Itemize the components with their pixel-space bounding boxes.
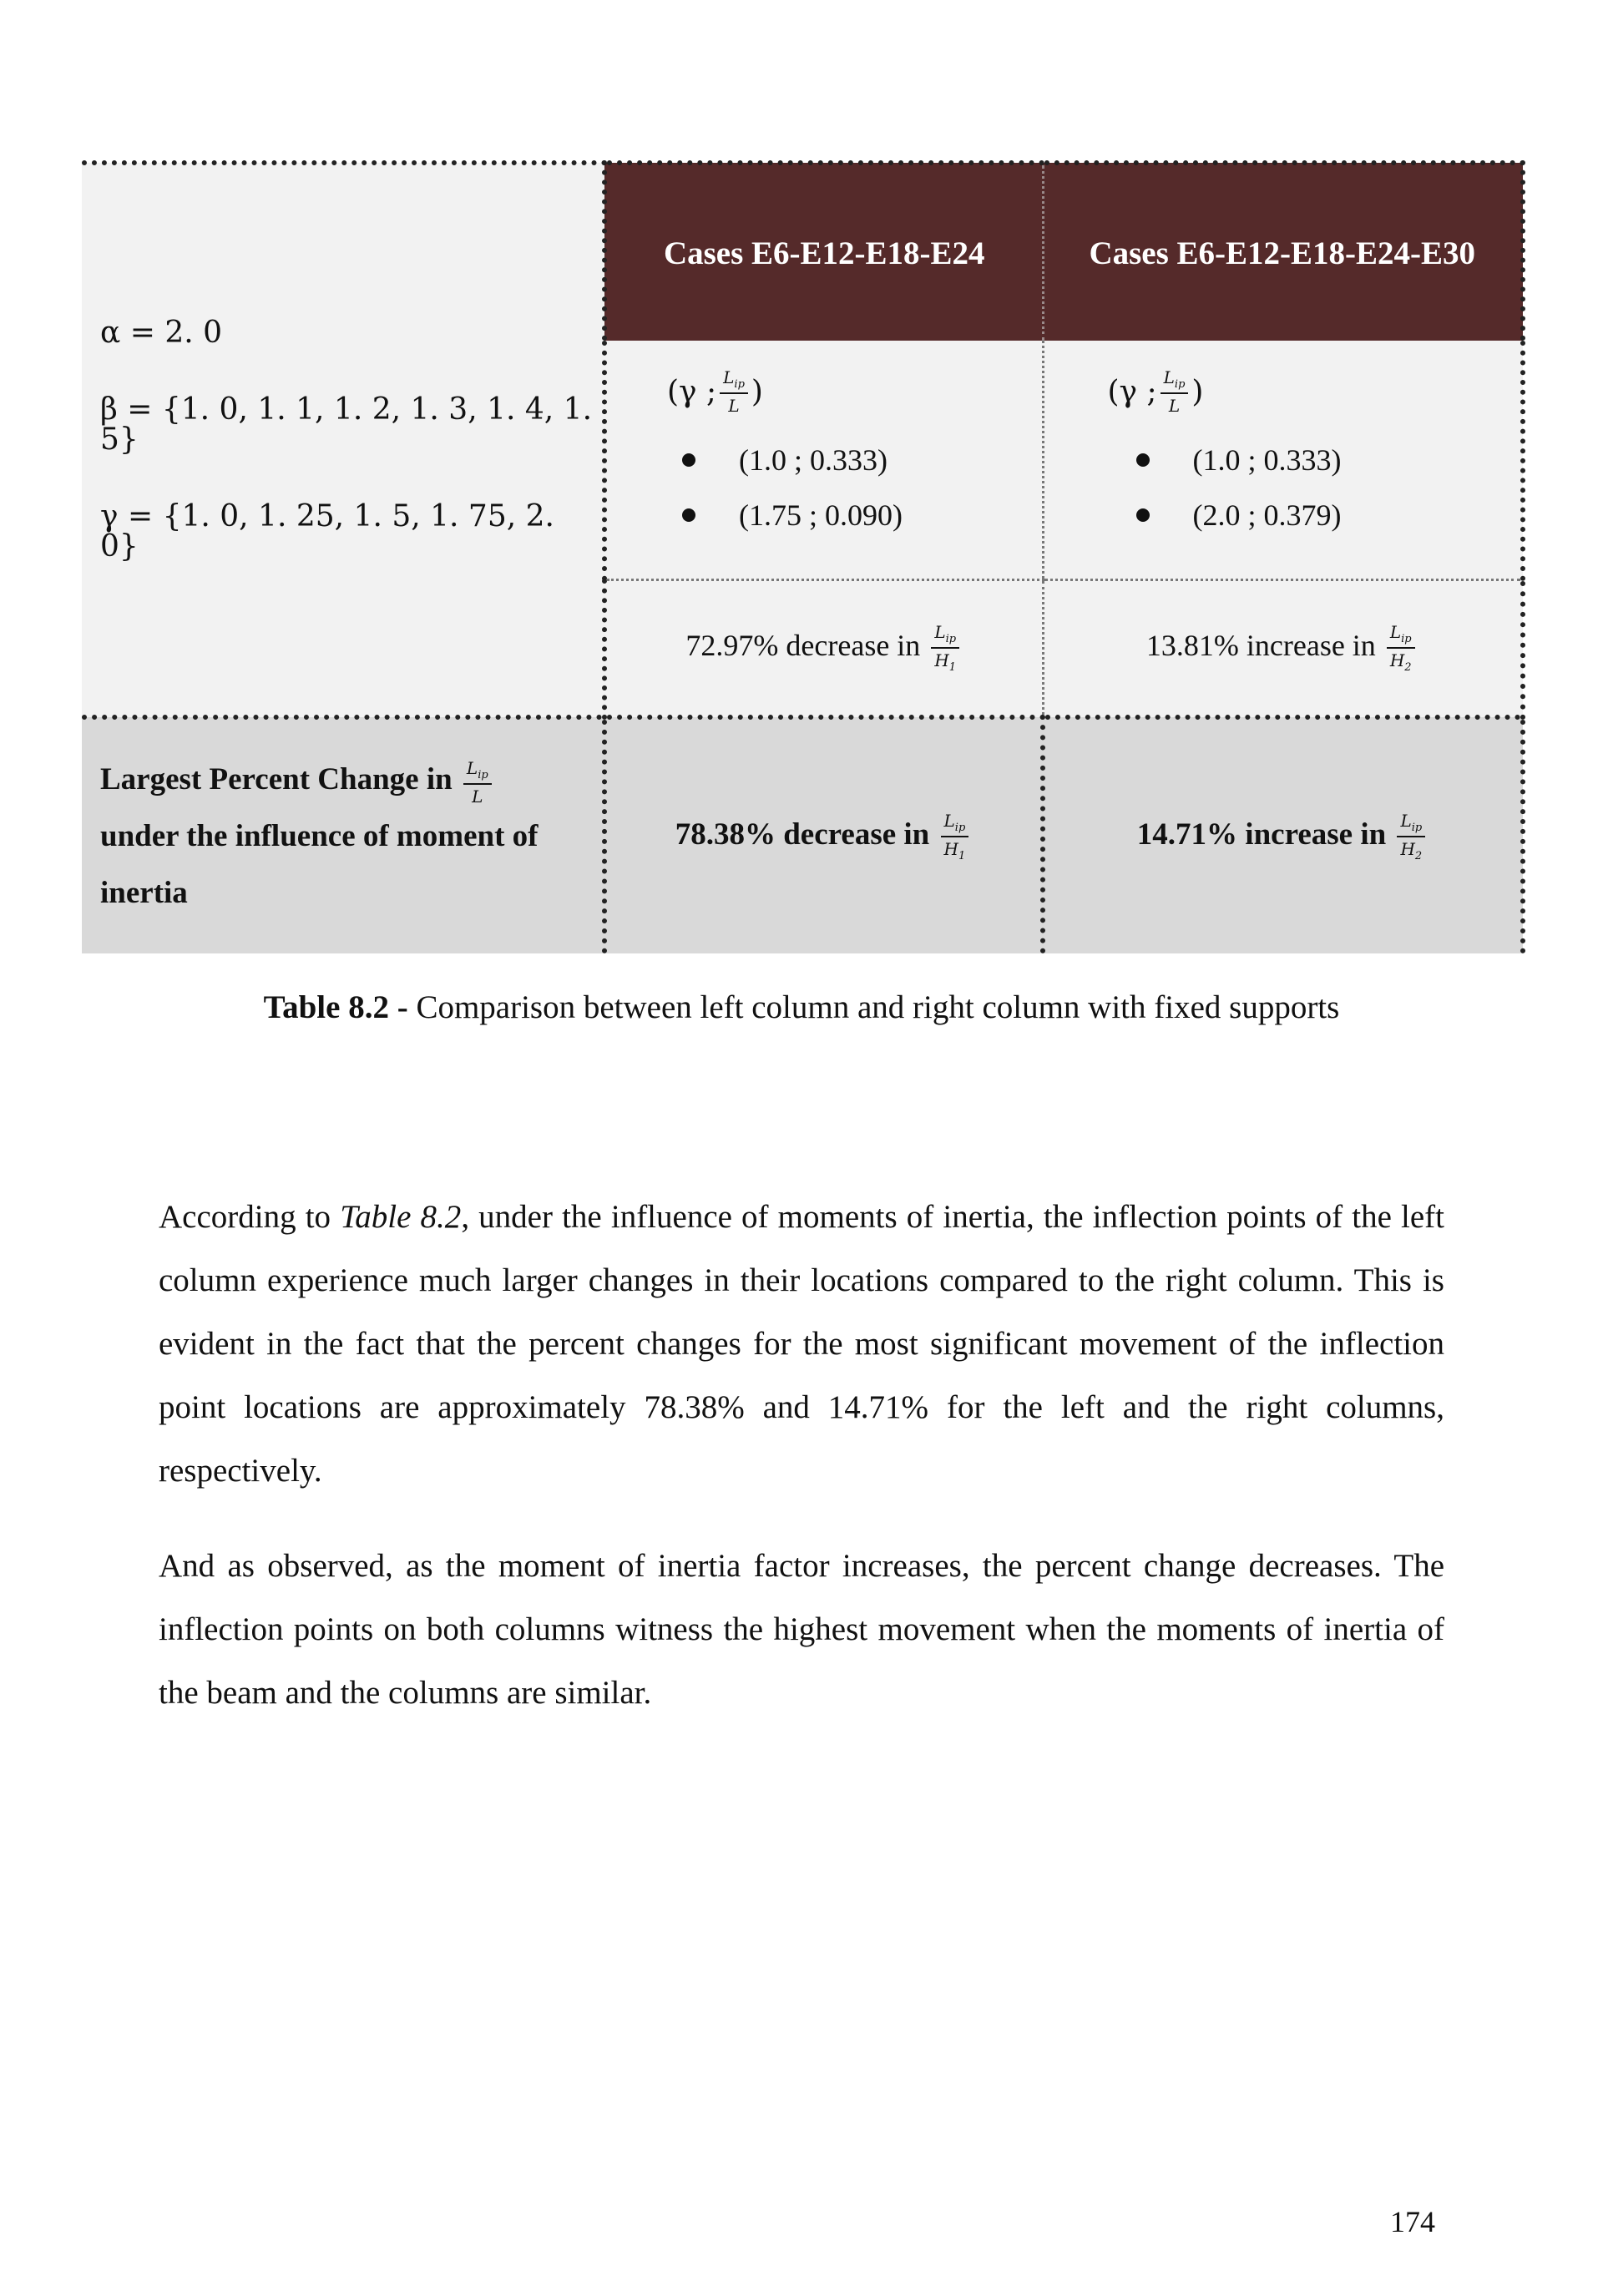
lip-over-l-fraction: $\frac{L_{ip}}{L}$ [720,369,748,414]
paragraph-2: And as observed, as the moment of inertia factor increases, the percent change decreases. The inflection points on both columns witness the highest movement when the moments of inertia of the beam and the columns are similar. [159,1548,1444,1711]
comparison-table [82,160,1525,953]
alpha-param: α = 2. 0 [100,316,223,350]
header-cases-e24: Cases E6-E12-E18-E24 [604,163,1043,341]
pair-suffix: ) [751,374,763,409]
points-cell-left [604,341,1043,580]
beta-param: β = {1. 0, 1. 1, 1. 2, 1. 3, 1. 4, 1. 5} [100,392,593,457]
percent-change-right: 13.81% increase in $\frac{L_{ip}}{H_2}$ [1043,580,1523,718]
paragraph-1: According to Table 8.2, under the influence of moments of inertia, the inflection points of the left column experience much larger changes in their locations compared to the right column. This is evident in the fact that the percent changes for the most significant movement of the inflection point locations are approximately 78.38% and 14.71% for the left and the right columns, respectively. [159,1199,1444,1489]
parameters-cell [82,163,604,717]
lip-over-l-fraction: $\frac{L_{ip}}{L}$ [1161,369,1189,414]
largest-change-left: 78.38% decrease in $\frac{L_{ip}}{H_1}$ [604,717,1043,953]
points-list-left [607,432,1042,543]
list-item: (1.75 ; 0.090) [682,488,1042,543]
bullet-icon [1136,453,1150,467]
pair-prefix: (γ ; [667,374,717,409]
table-reference: Table 8.2 [340,1199,462,1235]
gamma-param: γ = {1. 0, 1. 25, 1. 5, 1. 75, 2. 0} [100,499,554,564]
pair-heading-left [667,369,1042,414]
lip-over-h2-fraction: $\frac{L_{ip}}{H_2}$ [1387,624,1415,673]
points-cell-right [1043,341,1523,580]
pair-prefix: (γ ; [1107,374,1157,409]
pair-suffix: ) [1191,374,1204,409]
points-list-right [1044,432,1521,543]
caption-label: Table 8.2 - [263,989,408,1025]
caption-text: Comparison between left column and right column with fixed supports [407,989,1340,1025]
list-item: (1.0 ; 0.333) [682,432,1042,488]
lip-over-l-fraction: $\frac{L_{ip}}{L}$ [463,760,492,805]
pair-heading-right [1108,369,1521,414]
header-cases-e30: Cases E6-E12-E18-E24-E30 [1043,163,1523,341]
bullet-icon [682,508,695,522]
list-item: (2.0 ; 0.379) [1136,488,1521,543]
lip-over-h1-fraction: $\frac{L_{ip}}{H_1}$ [941,812,969,862]
list-item: (1.0 ; 0.333) [1136,432,1521,488]
table-caption [0,989,1603,1026]
page-number: 174 [1390,2205,1435,2238]
largest-change-right: 14.71% increase in $\frac{L_{ip}}{H_2}$ [1043,717,1523,953]
lip-over-h2-fraction: $\frac{L_{ip}}{H_2}$ [1397,812,1425,862]
lip-over-h1-fraction: $\frac{L_{ip}}{H_1}$ [931,624,959,673]
bullet-icon [1136,508,1150,522]
bullet-icon [682,453,695,467]
largest-change-label-cell: Largest Percent Change in $\frac{L_{ip}}{L}$ under the influence of moment of inertia [82,717,604,953]
percent-change-left: 72.97% decrease in $\frac{L_{ip}}{H_1}$ [604,580,1043,718]
